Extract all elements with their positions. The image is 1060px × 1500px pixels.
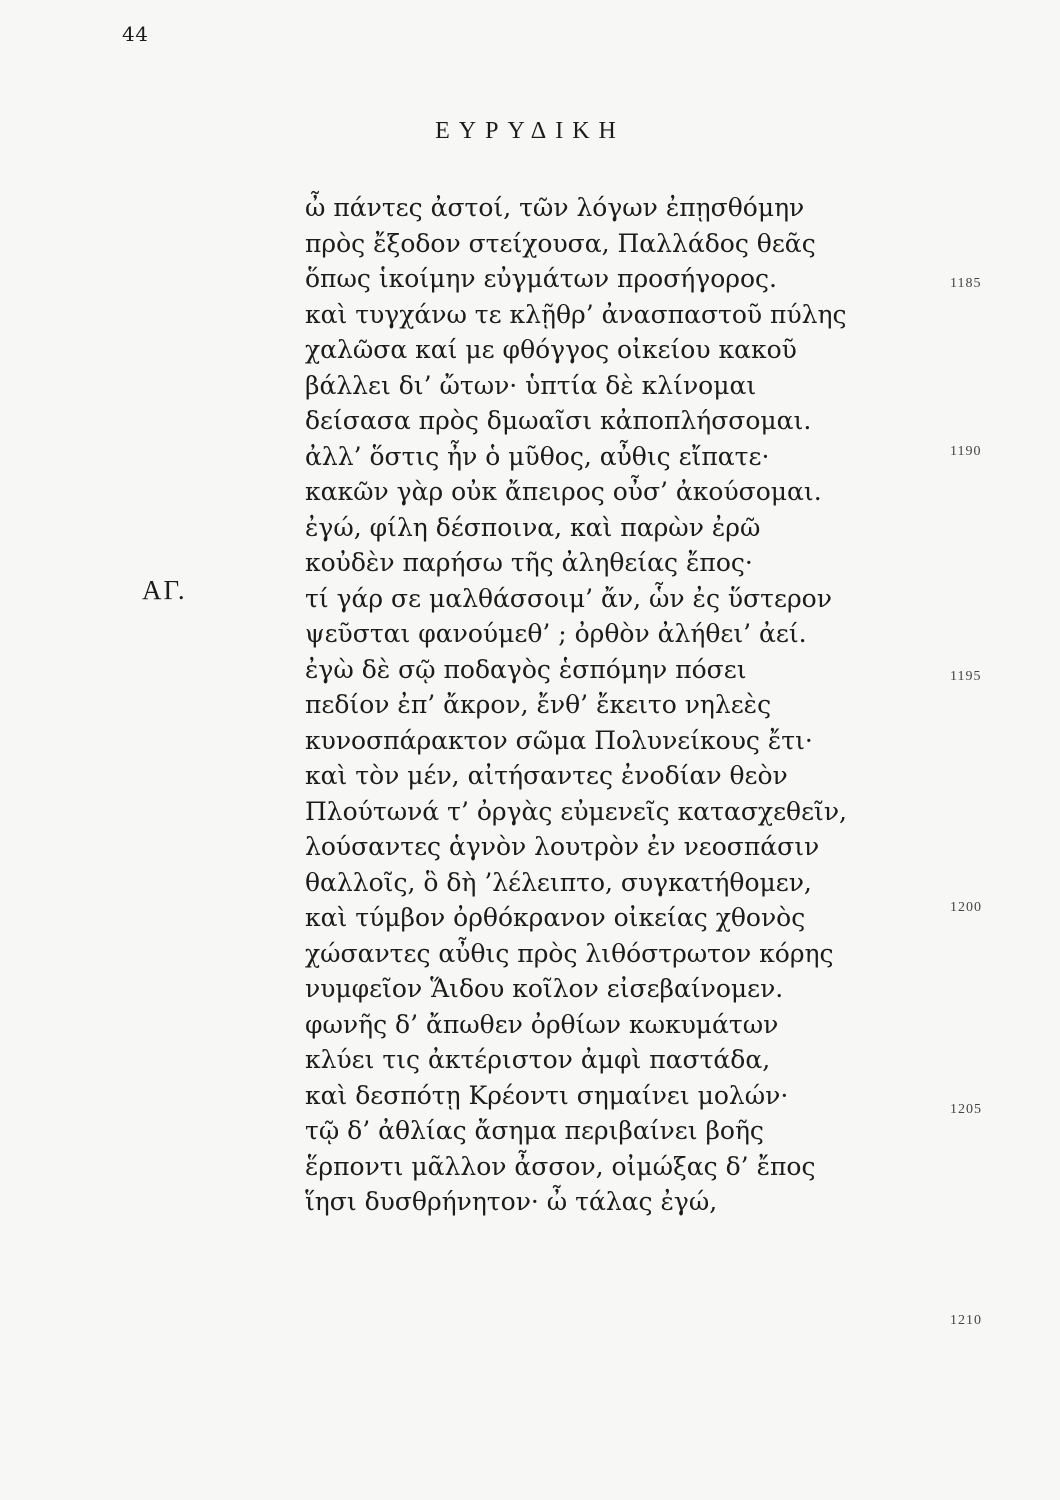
verse-line: δείσασα πρὸς δμωαῖσι κἀποπλήσσομαι. (305, 406, 812, 435)
verse-line: ἐγὼ δὲ σῷ ποδαγὸς ἑσπόμην πόσει (305, 654, 747, 684)
verse-line: ψεῦσται φανούμεθ’ ; ὀρθὸν ἀλήθει’ ἀεί. (305, 619, 807, 648)
line-number: 1200 (950, 900, 982, 915)
verse-line: ἵησι δυσθρήνητον· ὦ τάλας ἐγώ, (305, 1187, 718, 1216)
line-number: 1210 (950, 1313, 982, 1328)
verse-line: κακῶν γὰρ οὐκ ἄπειρος οὖσ’ ἀκούσομαι. (305, 477, 822, 506)
page-number: 44 (122, 22, 149, 46)
line-number: 1205 (950, 1102, 982, 1117)
verse-line: λούσαντες ἁγνὸν λουτρὸν ἐν νεοσπάσιν (305, 832, 820, 861)
verse-line: καὶ δεσπότῃ Κρέοντι σημαίνει μολών· (305, 1080, 789, 1110)
verse-line: κοὐδὲν παρήσω τῆς ἀληθείας ἔπος· (305, 548, 753, 577)
verse-line: πρὸς ἔξοδον στείχουσα, Παλλάδος θεᾶς (305, 228, 816, 258)
verse-line: χαλῶσα καί με φθόγγος οἰκείου κακοῦ (305, 335, 797, 364)
verse-line: καὶ τὸν μέν, αἰτήσαντες ἐνοδίαν θεὸν (305, 761, 788, 790)
verse-line: καὶ τύμβον ὀρθόκρανον οἰκείας χθονὸς (305, 903, 806, 932)
verse-line: τῷ δ’ ἀθλίας ἄσημα περιβαίνει βοῆς (305, 1116, 764, 1145)
verse-line: ἐγώ, φίλη δέσποινα, καὶ παρὼν ἐρῶ (305, 512, 761, 542)
verse-line: θαλλοῖς, ὃ δὴ ’λέλειπτο, συγκατήθομεν, (305, 867, 812, 897)
verse-line: κλύει τις ἀκτέριστον ἀμφὶ παστάδα, (305, 1045, 771, 1074)
verse-line: ὅπως ἱκοίμην εὐγμάτων προσήγορος. (305, 264, 777, 293)
verse-line: Πλούτωνά τ’ ὀργὰς εὐμενεῖς κατασχεθεῖν, (305, 796, 847, 826)
verse-line: κυνοσπάρακτον σῶμα Πολυνείκους ἔτι· (305, 725, 813, 755)
line-number: 1190 (950, 444, 982, 459)
verse-line: πεδίον ἐπ’ ἄκρον, ἔνθ’ ἔκειτο νηλεὲς (305, 690, 772, 719)
verse-line: τί γάρ σε μαλθάσσοιμ’ ἄν, ὧν ἐς ὕστερον (305, 583, 832, 613)
verse-block (305, 190, 847, 1220)
line-number: 1185 (950, 276, 982, 291)
verse-line: ὦ πάντες ἀστοί, τῶν λόγων ἐπῃσθόμην (305, 193, 805, 222)
verse-line: ἀλλ’ ὅστις ἦν ὁ μῦθος, αὖθις εἴπατε· (305, 441, 770, 471)
verse-line: καὶ τυγχάνω τε κλῇθρ’ ἀνασπαστοῦ πύλης (305, 299, 847, 329)
verse-line: ἕρποντι μᾶλλον ἆσσον, οἰμώξας δ’ ἔπος (305, 1151, 816, 1181)
line-number: 1195 (950, 669, 982, 684)
verse-line: βάλλει δι’ ὤτων· ὑπτία δὲ κλίνομαι (305, 370, 757, 400)
verse-line: νυμφεῖον Ἅιδου κοῖλον εἰσεβαίνομεν. (305, 974, 784, 1003)
verse-line: χώσαντες αὖθις πρὸς λιθόστρωτον κόρης (305, 938, 834, 968)
speaker-heading: ΕΥΡΥΔΙΚΗ (435, 118, 625, 144)
verse-line: φωνῆς δ’ ἄπωθεν ὀρθίων κωκυμάτων (305, 1009, 779, 1039)
speaker-label: ΑΓ. (142, 575, 187, 605)
